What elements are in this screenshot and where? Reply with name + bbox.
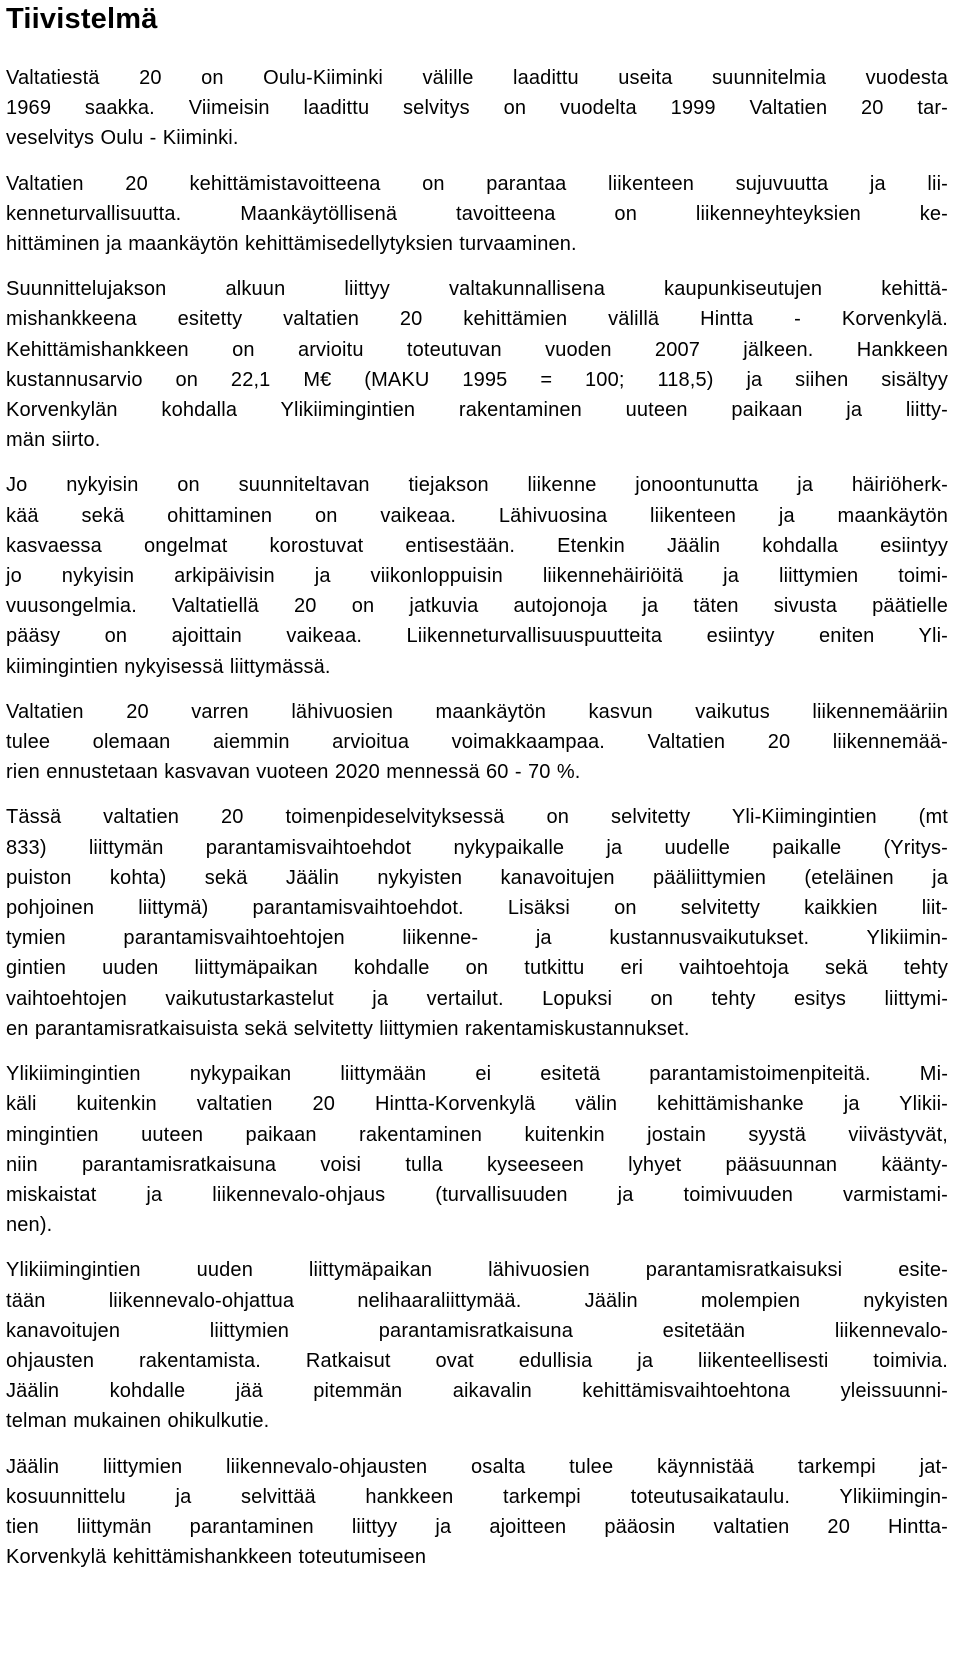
text-line: jo nykyisin arkipäivisin ja viikonloppuisin liikennehäiriöitä ja liittymien toimi-: [6, 565, 948, 588]
page-title: Tiivistelmä: [6, 3, 158, 35]
text-line: käli kuitenkin valtatien 20 Hintta-Korvenkylä välin kehittämishanke ja Ylikii-: [6, 1093, 948, 1116]
text-line: tien liittymän parantaminen liittyy ja ajoitteen pääosin valtatien 20 Hintta-: [6, 1515, 948, 1538]
text-line: Suunnittelujakson alkuun liittyy valtakunnallisena kaupunkiseutujen kehittä-: [6, 278, 948, 301]
text-line: vuusongelmia. Valtatiellä 20 on jatkuvia autojonoja ja täten sivusta päätielle: [6, 595, 948, 618]
text-line: en parantamisratkaisuista sekä selvitetty liittymien rakentamiskustannukset.: [6, 1017, 690, 1040]
text-line: tymien parantamisvaihtoehtojen liikenne- ja kustannusvaikutukset. Ylikiimin-: [6, 927, 948, 950]
text-line: kustannusarvio on 22,1 M€ (MAKU 1995 = 100; 118,5) ja siihen sisältyy: [6, 368, 948, 391]
text-line: tään liikennevalo-ohjattua nelihaaraliittymää. Jäälin molempien nykyisten: [6, 1289, 948, 1312]
paragraph: [6, 63, 948, 154]
text-line: pohjoinen liittymä) parantamisvaihtoehdot. Lisäksi on selvitetty kaikkien liit-: [6, 897, 948, 920]
paragraph: [6, 697, 948, 788]
paragraph: [6, 470, 948, 681]
text-line: veselvitys Oulu - Kiiminki.: [6, 127, 239, 150]
text-line: Valtatien 20 kehittämistavoitteena on parantaa liikenteen sujuvuutta ja lii-: [6, 172, 948, 195]
paragraph: [6, 802, 948, 1044]
text-line: tulee olemaan aiemmin arvioitua voimakkaampaa. Valtatien 20 liikennemää-: [6, 731, 948, 754]
text-line: män siirto.: [6, 429, 101, 452]
text-line: Jäälin liittymien liikennevalo-ohjausten osalta tulee käynnistää tarkempi jat-: [6, 1455, 948, 1478]
text-line: Valtatien 20 varren lähivuosien maankäytön kasvun vaikutus liikennemääriin: [6, 700, 948, 723]
text-line: 833) liittymän parantamisvaihtoehdot nykypaikalle ja uudelle paikalle (Yritys-: [6, 836, 948, 859]
text-line: kasvaessa ongelmat korostuvat entisestään. Etenkin Jäälin kohdalla esiintyy: [6, 534, 948, 557]
text-line: kanavoitujen liittymien parantamisratkaisuna esitetään liikennevalo-: [6, 1319, 948, 1342]
text-line: Korvenkylä kehittämishankkeen toteutumiseen: [6, 1546, 427, 1569]
paragraph: [6, 274, 948, 455]
text-line: pääsy on ajoittain vaikeaa. Liikenneturvallisuuspuutteita esiintyy eniten Yli-: [6, 625, 948, 648]
text-line: puiston kohta) sekä Jäälin nykyisten kanavoitujen pääliittymien (eteläinen ja: [6, 866, 948, 889]
paragraph: [6, 1059, 948, 1240]
text-line: Kehittämishankkeen on arvioitu toteutuvan vuoden 2007 jälkeen. Hankkeen: [6, 338, 948, 361]
document-page: [6, 0, 948, 1587]
text-line: telman mukainen ohikulkutie.: [6, 1410, 270, 1433]
paragraph: [6, 1452, 948, 1573]
text-line: Ylikiimingintien nykypaikan liittymään ei esitetä parantamistoimenpiteitä. Mi-: [6, 1063, 948, 1086]
text-line: kosuunnittelu ja selvittää hankkeen tarkempi toteutusaikataulu. Ylikiimingin-: [6, 1485, 948, 1508]
text-line: vaihtoehtojen vaikutustarkastelut ja vertailut. Lopuksi on tehty esitys liittymi-: [6, 987, 948, 1010]
text-line: mingintien uuteen paikaan rakentaminen kuitenkin jostain syystä viivästyvät,: [6, 1123, 948, 1146]
text-line: Korvenkylän kohdalla Ylikiimingintien rakentaminen uuteen paikaan ja liitty-: [6, 399, 948, 422]
text-line: niin parantamisratkaisuna voisi tulla kyseeseen lyhyet pääsuunnan käänty-: [6, 1153, 948, 1176]
paragraph: [6, 169, 948, 260]
text-line: hittäminen ja maankäytön kehittämisedellytyksien turvaaminen.: [6, 233, 577, 256]
text-line: rien ennustetaan kasvavan vuoteen 2020 mennessä 60 - 70 %.: [6, 761, 581, 784]
text-line: Ylikiimingintien uuden liittymäpaikan lähivuosien parantamisratkaisuksi esite-: [6, 1259, 948, 1282]
text-line: nen).: [6, 1214, 53, 1237]
text-line: kää sekä ohittaminen on vaikeaa. Lähivuosina liikenteen ja maankäytön: [6, 504, 948, 527]
text-line: gintien uuden liittymäpaikan kohdalle on tutkittu eri vaihtoehtoja sekä tehty: [6, 957, 948, 980]
text-line: Tässä valtatien 20 toimenpideselvityksessä on selvitetty Yli-Kiimingintien (mt: [6, 806, 948, 829]
text-line: Valtatiestä 20 on Oulu-Kiiminki välille laadittu useita suunnitelmia vuodesta: [6, 67, 948, 89]
text-line: kenneturvallisuutta. Maankäytöllisenä tavoitteena on liikenneyhteyksien ke-: [6, 202, 948, 225]
paragraph: [6, 1255, 948, 1436]
text-line: Jäälin kohdalle jää pitemmän aikavalin kehittämisvaihtoehtona yleissuunni-: [6, 1380, 948, 1403]
document-body: [6, 63, 948, 1572]
text-line: kiimingintien nykyisessä liittymässä.: [6, 655, 331, 678]
text-line: ohjausten rakentamista. Ratkaisut ovat edullisia ja liikenteellisesti toimivia.: [6, 1349, 948, 1372]
text-line: 1969 saakka. Viimeisin laadittu selvitys on vuodelta 1999 Valtatien 20 tar-: [6, 97, 948, 120]
text-line: mishankkeena esitetty valtatien 20 kehittämien välillä Hintta - Korvenkylä.: [6, 308, 948, 331]
text-line: miskaistat ja liikennevalo-ohjaus (turvallisuuden ja toimivuuden varmistami-: [6, 1183, 948, 1206]
text-line: Jo nykyisin on suunniteltavan tiejakson liikenne jonoontunutta ja häiriöherk-: [6, 474, 948, 497]
